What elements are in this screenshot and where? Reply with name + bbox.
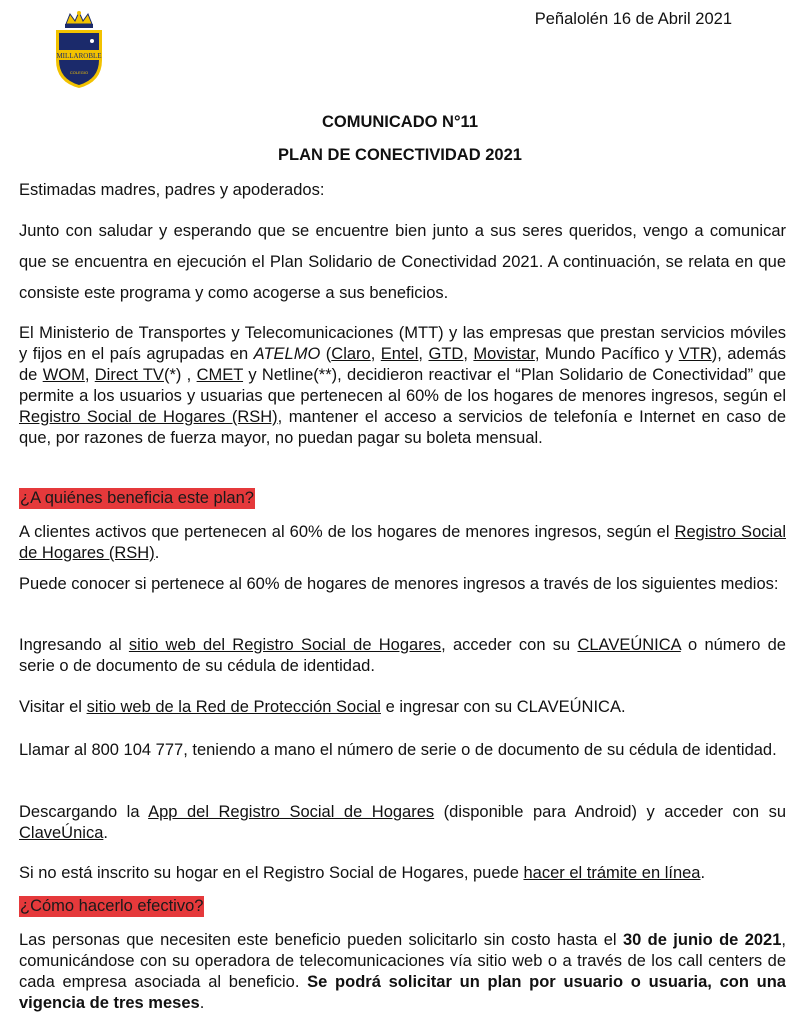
method-phone: Llamar al 800 104 777, teniendo a mano el número de serie o de documento de su cédula de identidad.: [19, 741, 777, 759]
atelmo-text: ATELMO: [253, 345, 321, 363]
beneficiaries-answer: A clientes activos que pertenecen al 60% de los hogares de menores ingresos, según el Registro Social de Hogares (RSH).: [19, 523, 786, 562]
link-rsh[interactable]: Registro Social de Hogares (RSH): [19, 408, 278, 426]
greeting: Estimadas madres, padres y apoderados:: [19, 181, 325, 199]
svg-text:COLEGIO: COLEGIO: [69, 70, 89, 75]
link-claveunica[interactable]: CLAVEÚNICA: [577, 636, 681, 654]
link-movistar[interactable]: Movistar: [473, 345, 535, 363]
link-social-protection-site[interactable]: sitio web de la Red de Protección Social: [86, 698, 381, 716]
link-rsh-app[interactable]: App del Registro Social de Hogares: [148, 803, 435, 821]
link-gtd[interactable]: GTD: [428, 345, 464, 363]
svg-text:MILLAROBLE: MILLAROBLE: [56, 52, 102, 60]
method-app: Descargando la App del Registro Social de Hogares (disponible para Android) y acceder con su ClaveÚnica.: [19, 803, 786, 842]
link-claveunica-2[interactable]: ClaveÚnica: [19, 824, 104, 842]
intro-paragraph: Junto con saludar y esperando que se encuentre bien junto a sus seres queridos, vengo a comunicar que se encuentra en ejecución el Plan Solidario de Conectividad 2021. A continuación, se relata en que consiste este programa y como acogerse a sus beneficios.: [19, 222, 786, 302]
document-title: COMUNICADO N°11: [321, 113, 479, 131]
link-rsh-website[interactable]: sitio web del Registro Social de Hogares: [128, 636, 442, 654]
link-direct-tv[interactable]: Direct TV: [94, 366, 164, 384]
method-register-online: Si no está inscrito su hogar en el Registro Social de Hogares, puede hacer el trámite en línea.: [19, 864, 706, 882]
final-paragraph: Las personas que necesiten este beneficio pueden solicitarlo sin costo hasta el 30 de junio de 2021, comunicándose con su operadora de telecomunicaciones vía sitio web o a través de los call centers de cada empresa asociada al beneficio. Se podrá solicitar un plan por usuario o usuaria, con una vigencia de tres meses.: [19, 931, 786, 1012]
link-rsh-2[interactable]: Registro Social de Hogares (RSH): [19, 523, 786, 562]
program-paragraph: El Ministerio de Transportes y Telecomunicaciones (MTT) y las empresas que prestan servicios móviles y fijos en el país agrupadas en ATELMO (Claro, Entel, GTD, Movistar, Mundo Pacífico y VTR), además de WOM, Direct TV(*) , CMET y Netline(**), decidieron reactivar el “Plan Solidario de Conectividad” que permite a los usuarios y usuarias que pertenecen al 60% de los hogares de menores ingresos, según el Registro Social de Hogares (RSH), mantener el acceso a servicios de telefonía e Internet en caso de que, por razones de fuerza mayor, no puedan pagar su boleta mensual.: [19, 324, 787, 447]
link-online-procedure[interactable]: hacer el trámite en línea: [523, 864, 701, 882]
link-vtr[interactable]: VTR: [678, 345, 712, 363]
link-wom[interactable]: WOM: [42, 366, 85, 384]
link-claro[interactable]: Claro: [331, 345, 371, 363]
school-crest-logo: [50, 10, 108, 90]
section-heading-how-to: ¿Cómo hacerlo efectivo?: [20, 897, 204, 915]
link-cmet[interactable]: CMET: [196, 366, 244, 384]
section-heading-beneficiaries: ¿A quiénes beneficia este plan?: [20, 489, 254, 507]
how-to-know-paragraph: Puede conocer si pertenece al 60% de hogares de menores ingresos a través de los siguientes medios:: [19, 575, 779, 593]
link-entel[interactable]: Entel: [380, 345, 419, 363]
method-social-network: Visitar el sitio web de la Red de Protección Social e ingresar con su CLAVEÚNICA.: [19, 698, 626, 716]
method-website: Ingresando al sitio web del Registro Social de Hogares, acceder con su CLAVEÚNICA o número de serie o de documento de su cédula de identidad.: [19, 636, 786, 675]
document-date: Peñalolén 16 de Abril 2021: [534, 10, 732, 28]
document-subtitle: PLAN DE CONECTIVIDAD 2021: [278, 146, 522, 164]
